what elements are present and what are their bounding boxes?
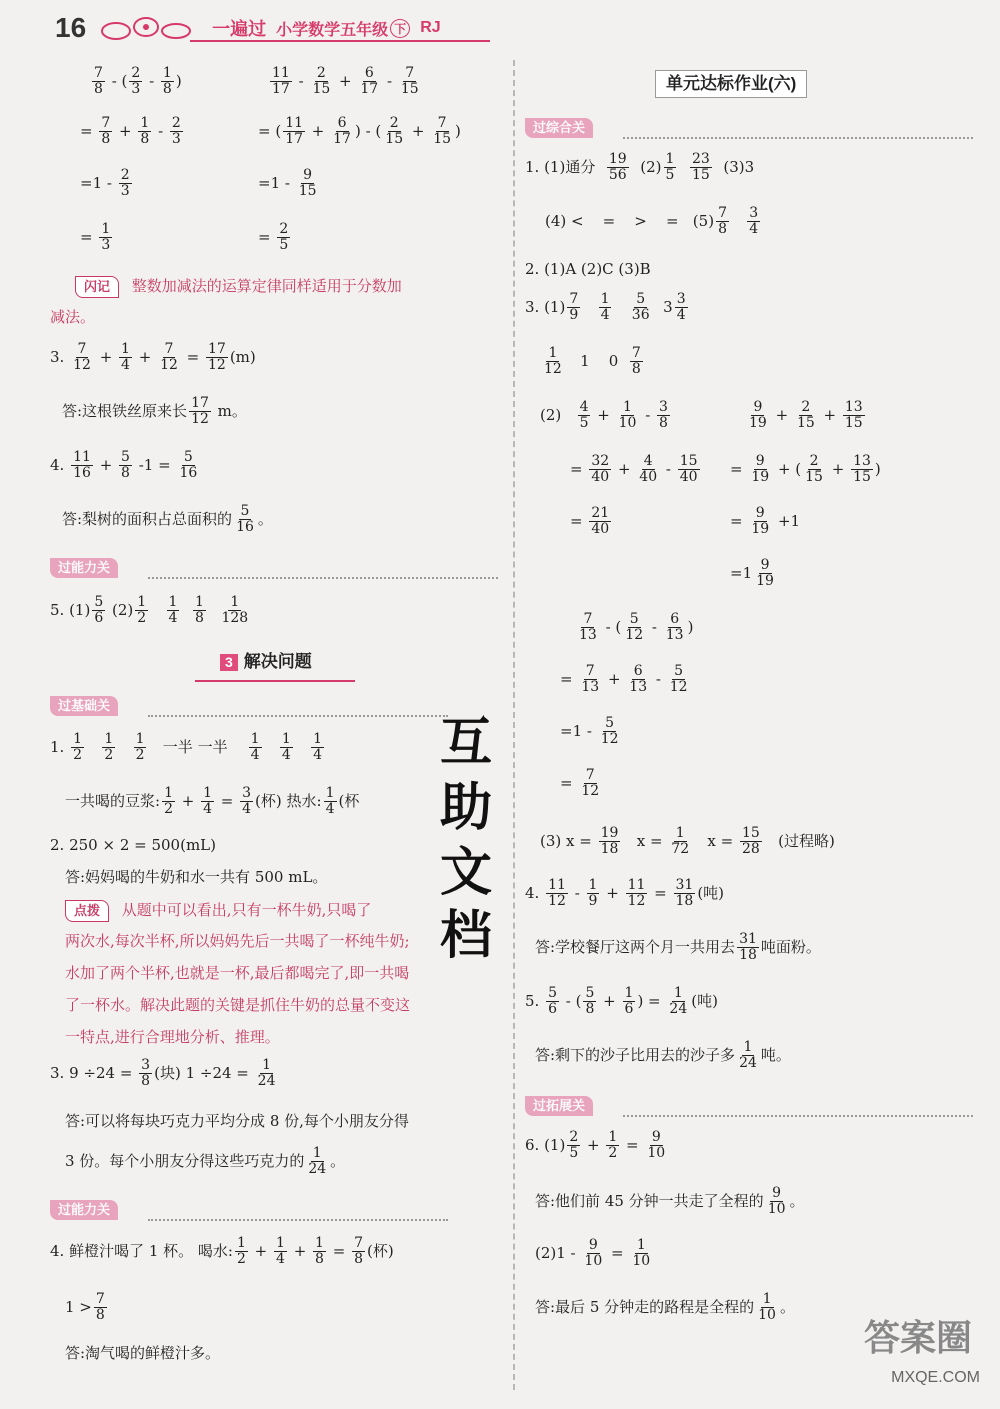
calc1-line1: $\frac{7}{8}$ - ( $\frac{2}{3}$ - $\frac{1}{8}$ ) xyxy=(94,65,182,98)
tip-line-1: 点拨 从题中可以看出,只有一杯牛奶,只喝了 xyxy=(65,900,371,922)
basic-answer-3-line2: 3 份。每个小朋友分得这些巧克力的 $\frac{1}{24}$ 。 xyxy=(65,1145,346,1178)
tip-line-5: 一特点,进行合理地分析、推理。 xyxy=(65,1028,280,1046)
calc2-line2: = ( $\frac{11}{17}$ + $\frac{6}{17}$ ) - ( $\frac{2}{15}$ + $\frac{7}{15}$ ) xyxy=(258,115,461,148)
r-question-3c-left1: (2) $\frac{4}{5}$ + $\frac{1}{10}$ - $\frac{3}{8}$ xyxy=(540,399,668,432)
section-3-rule xyxy=(195,680,355,682)
section-tag-ability-2: 过能力关 xyxy=(50,1200,118,1220)
r-question-3c-right3: = $\frac{9}{19}$ +1 xyxy=(730,505,801,538)
calc2-line3: =1 - $\frac{9}{15}$ xyxy=(258,167,317,200)
r-answer-6b: 答:最后 5 分钟走的路程是全程的 $\frac{1}{10}$ 。 xyxy=(535,1291,795,1324)
r-question-5: 5. $\frac{5}{6}$ - ( $\frac{5}{8}$ + $\frac{1}{6}$ ) = $\frac{1}{24}$ (吨) xyxy=(525,985,718,1018)
r-question-6b: (2)1 - $\frac{9}{10}$ = $\frac{1}{10}$ xyxy=(535,1237,651,1270)
handwriting-3: 文 xyxy=(440,842,493,903)
basic-question-1-line2: 一共喝的豆浆: $\frac{1}{2}$ + $\frac{1}{4}$ = $\frac{3}{4}$ (杯) 热水: $\frac{1}{4}$ (杯 xyxy=(65,785,360,818)
basic-question-1: 1. $\frac{1}{2}$ $\frac{1}{2}$ $\frac{1}{2}$ 一半 一半 $\frac{1}{4}$ $\frac{1}{4}$ $\frac{1}{4}$ xyxy=(50,731,323,764)
r-question-3c-left2: = $\frac{32}{40}$ + $\frac{4}{40}$ - $\frac{15}{40}$ xyxy=(570,453,698,486)
ability-question-4-compare: 1 > $\frac{7}{8}$ xyxy=(65,1291,105,1324)
r-question-3: 3. (1) $\frac{7}{9}$ $\frac{1}{4}$ $\frac{5}{36}$ 3 $\frac{3}{4}$ xyxy=(525,291,686,324)
calc1-line2: = $\frac{7}{8}$ + $\frac{1}{8}$ - $\frac{2}{3}$ xyxy=(80,115,181,148)
question-3: 3. $\frac{7}{12}$ + $\frac{1}{4}$ + $\frac{7}{12}$ = $\frac{17}{12}$ (m) xyxy=(50,341,256,374)
r-question-3c-left3: = $\frac{21}{40}$ xyxy=(570,505,610,538)
r-question-1b: (4) < = > = (5) $\frac{7}{8}$ $\frac{3}{4}$ xyxy=(545,205,759,238)
tip-line-2: 两次水,每次半杯,所以妈妈先后一共喝了一杯纯牛奶; xyxy=(65,932,410,950)
calc2-line4: = $\frac{2}{5}$ xyxy=(258,221,289,254)
section-tag-basic: 过基础关 xyxy=(50,696,118,716)
unit-title: 单元达标作业(六) xyxy=(655,70,807,98)
tag-dotted-line-3 xyxy=(148,1219,448,1221)
r-question-6: 6. (1) $\frac{2}{5}$ + $\frac{1}{2}$ = $\frac{9}{10}$ xyxy=(525,1129,666,1162)
tag-dotted-line-r2 xyxy=(623,1115,973,1117)
r-question-1: 1. (1)通分 $\frac{19}{56}$ (2) $\frac{1}{5}$ $\frac{23}{15}$ (3)3 xyxy=(525,151,755,184)
r-question-3d-1: $\frac{7}{13}$ - ( $\frac{5}{12}$ - $\frac{6}{13}$ ) xyxy=(579,611,694,644)
r-question-4: 4. $\frac{11}{12}$ - $\frac{1}{9}$ + $\frac{11}{12}$ = $\frac{31}{18}$ (吨) xyxy=(525,877,725,910)
tag-dotted-line-r1 xyxy=(623,137,973,139)
r-question-3c-right2: = $\frac{9}{19}$ + ( $\frac{2}{15}$ + $\frac{13}{15}$ ) xyxy=(730,453,881,486)
section-tag-extension: 过拓展关 xyxy=(525,1096,593,1116)
r-answer-4: 答:学校餐厅这两个月一共用去 $\frac{31}{18}$ 吨面粉。 xyxy=(535,931,821,964)
memory-note xyxy=(75,276,402,298)
calc1-line3: =1 - $\frac{2}{3}$ xyxy=(80,167,130,200)
ability-answer-4: 答:淘气喝的鲜橙汁多。 xyxy=(65,1344,221,1362)
r-answer-6: 答:他们前 45 分钟一共走了全程的 $\frac{9}{10}$ 。 xyxy=(535,1185,805,1218)
r-question-3e: (3) x = $\frac{19}{18}$ x = $\frac{1}{72}$ x = $\frac{15}{28}$ (过程略) xyxy=(540,825,835,858)
page-number: 16 xyxy=(55,12,87,43)
basic-answer-2: 答:妈妈喝的牛奶和水一共有 500 mL。 xyxy=(65,868,328,886)
decoration-icon xyxy=(96,13,206,43)
basic-question-2: 2. 250 × 2 = 500(mL) xyxy=(50,836,216,854)
r-answer-5: 答:剩下的沙子比用去的沙子多 $\frac{1}{24}$ 吨。 xyxy=(535,1039,791,1072)
column-divider xyxy=(513,60,515,1390)
note-text: 整数加减法的运算定律同样适用于分数加 xyxy=(131,277,402,295)
handwriting-4: 档 xyxy=(440,905,493,966)
section-tag-ability: 过能力关 xyxy=(50,558,118,578)
r-question-3d-4: = $\frac{7}{12}$ xyxy=(560,767,600,800)
r-question-3d-2: = $\frac{7}{13}$ + $\frac{6}{13}$ - $\frac{5}{12}$ xyxy=(560,663,688,696)
grade-mark: 下 xyxy=(390,19,410,38)
tip-tag: 点拨 xyxy=(65,900,109,922)
handwriting-2: 助 xyxy=(440,777,493,838)
section-3-title: 3 解决问题 xyxy=(220,652,312,672)
answer-4: 答:梨树的面积占总面积的 $\frac{5}{16}$ 。 xyxy=(62,503,273,536)
basic-question-3: 3. 9 ÷24 = $\frac{3}{8}$ (块) 1 ÷24 = $\frac{1}{24}$ xyxy=(50,1057,276,1090)
subject-title: 小学数学五年级 xyxy=(276,21,389,39)
watermark-logo: 答案圈 xyxy=(863,1317,972,1358)
r-question-3c-right1: $\frac{9}{19}$ + $\frac{2}{15}$ + $\frac{13}{15}$ xyxy=(749,399,863,432)
note-text-2: 减法。 xyxy=(50,308,96,326)
note-tag: 闪记 xyxy=(75,276,119,298)
basic-answer-3: 答:可以将每块巧克力平均分成 8 份,每个小朋友分得 xyxy=(65,1112,409,1130)
r-question-3b: $\frac{1}{12}$ 1 0 $\frac{7}{8}$ xyxy=(544,345,641,378)
r-question-3c-right4: =1 $\frac{9}{19}$ xyxy=(730,557,774,590)
calc2-line1: $\frac{11}{17}$ - $\frac{2}{15}$ + $\frac{6}{17}$ - $\frac{7}{15}$ xyxy=(272,65,419,98)
ability-question-4: 4. 鲜橙汁喝了 1 杯。 喝水: $\frac{1}{2}$ + $\frac{1}{4}$ + $\frac{1}{8}$ = $\frac{7}{8}$ (杯) xyxy=(50,1235,394,1268)
section-tag-comprehensive: 过综合关 xyxy=(525,118,593,138)
watermark-url: MXQE.COM xyxy=(891,1369,980,1386)
r-question-2: 2. (1)A (2)C (3)B xyxy=(525,260,651,278)
tag-dotted-line-2 xyxy=(148,715,448,717)
question-5: 5. (1) $\frac{5}{6}$ (2) $\frac{1}{2}$ $\frac{1}{4}$ $\frac{1}{8}$ $\frac{1}{128}$ xyxy=(50,594,249,627)
edition: RJ xyxy=(420,19,441,36)
tip-line-4: 了一杯水。解决此题的关键是抓住牛奶的总量不变这 xyxy=(65,996,411,1014)
r-question-3d-3: =1 - $\frac{5}{12}$ xyxy=(560,715,619,748)
tag-dotted-line xyxy=(148,577,498,579)
tip-line-3: 水加了两个半杯,也就是一杯,最后都喝完了,即一共喝 xyxy=(65,964,410,982)
calc1-line4: = $\frac{1}{3}$ xyxy=(80,221,111,254)
question-4: 4. $\frac{11}{16}$ + $\frac{5}{8}$ -1 = $\frac{5}{16}$ xyxy=(50,449,198,482)
brand-name: 一遍过 xyxy=(212,19,267,39)
header-rule xyxy=(190,40,490,42)
handwriting-1: 互 xyxy=(440,712,493,773)
answer-3: 答:这根铁丝原来长 $\frac{17}{12}$ m。 xyxy=(62,395,247,428)
